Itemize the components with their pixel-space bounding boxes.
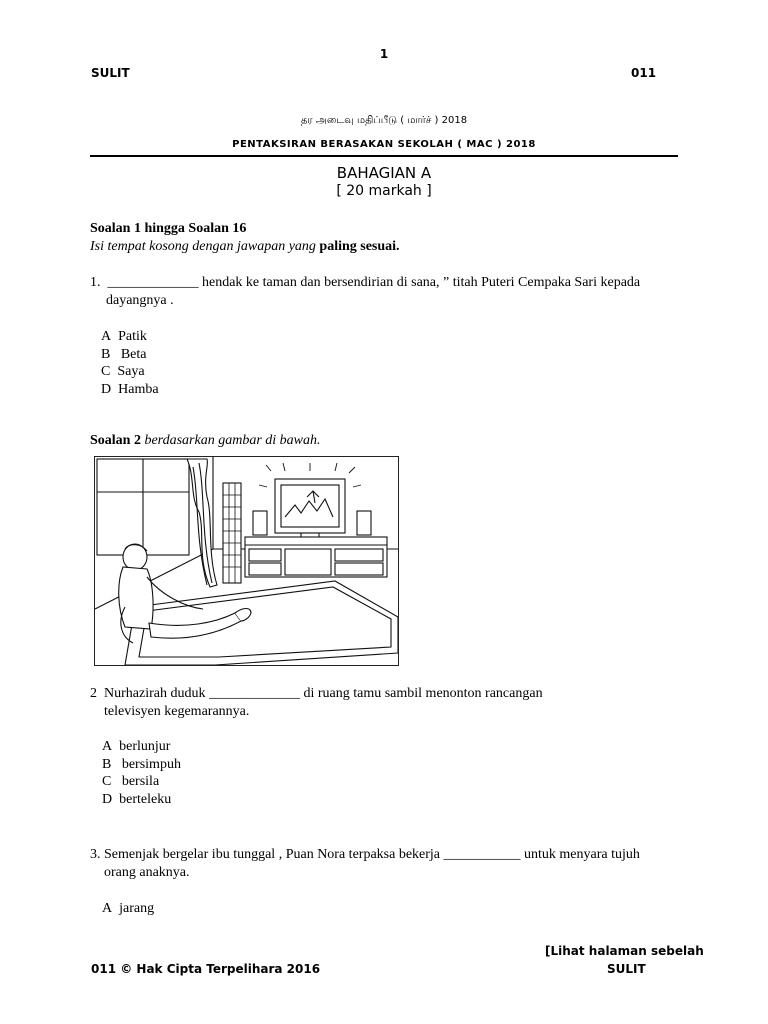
option-letter: C [101,364,111,379]
question-text: Nurhazirah duduk [104,686,206,701]
option-text: bersila [121,774,160,789]
question-2-label: Soalan 2 [90,433,141,448]
option-letter: D [101,382,112,397]
page-number: 1 [379,47,389,61]
option-letter: A [101,329,112,344]
option-b[interactable] [102,756,181,774]
option-letter: A [102,739,113,754]
option-text: Saya [117,364,145,379]
illustration-svg [95,457,398,665]
option-letter: A [102,901,113,916]
question-2-continuation: televisyen kegemarannya. [104,704,250,719]
option-a[interactable] [102,738,170,756]
question-2-intro-text: berdasarkan gambar di bawah. [144,433,321,448]
option-b[interactable] [101,346,147,364]
option-d[interactable] [101,381,159,399]
television [275,479,345,533]
left-speaker [253,511,267,535]
answer-blank: _____________ [208,686,300,701]
footer-classification: SULIT [607,962,646,976]
instruction [90,238,400,256]
girl-body [119,567,153,629]
option-a[interactable] [101,328,147,346]
question-number: 2 [90,686,97,701]
option-text: jarang [119,901,155,916]
option-text: berteleku [119,792,172,807]
carpet-border [139,587,391,657]
question-1 [90,274,640,292]
option-letter: D [102,792,113,807]
question-1-continuation: dayangnya . [106,293,174,308]
exam-title: PENTAKSIRAN BERASAKAN SEKOLAH ( MAC ) 2018 [232,139,536,150]
question-text-2: di ruang tamu sambil menonton rancangan [303,686,543,701]
option-c[interactable] [102,773,159,791]
copyright-notice: 011 © Hak Cipta Terpelihara 2016 [91,962,321,976]
option-text: Beta [120,347,147,362]
instruction-text: Isi tempat kosong dengan jawapan yang [90,239,316,254]
question-3-continuation: orang anaknya. [104,865,190,880]
tamil-exam-title: தர அடைவு மதிப்பீடு ( மார்ச் ) 2018 [300,115,468,126]
section-marks: [ 20 markah ] [336,183,432,199]
option-c[interactable] [101,363,145,381]
option-text: Hamba [118,382,159,397]
tall-speaker [223,483,241,583]
answer-blank: _____________ [107,275,199,290]
option-letter: B [101,347,111,362]
question-3: 3. Semenjak bergelar ibu tunggal , Puan Nora terpaksa bekerja ___________ untuk menyara tujuh [90,847,640,862]
option-text: Patik [118,329,147,344]
question-2-intro [90,432,321,450]
question-text: hendak ke taman dan bersendirian di sana, ” titah Puteri Cempaka Sari kepada [202,275,641,290]
option-text: bersimpuh [121,757,181,772]
classification-label: SULIT [91,66,130,80]
header-rule [90,155,678,157]
paper-code: 011 [631,66,657,80]
option-letter: C [102,774,112,789]
option-d[interactable] [102,791,171,809]
questions-range-heading: Soalan 1 hingga Soalan 16 [90,221,247,236]
living-room-illustration [94,456,399,666]
tv-cabinet [245,537,387,577]
next-page-note: [Lihat halaman sebelah [545,944,704,958]
left-floor-line [95,549,213,609]
girl-legs [149,613,241,638]
question-number: 1. [90,275,101,290]
right-speaker [357,511,371,535]
section-title: BAHAGIAN A [336,164,432,182]
carpet [125,581,398,665]
option-text: berlunjur [119,739,171,754]
option-letter: B [102,757,112,772]
question-2 [90,685,543,703]
option-a[interactable] [102,900,154,918]
instruction-emphasis: paling sesuai. [319,239,400,254]
